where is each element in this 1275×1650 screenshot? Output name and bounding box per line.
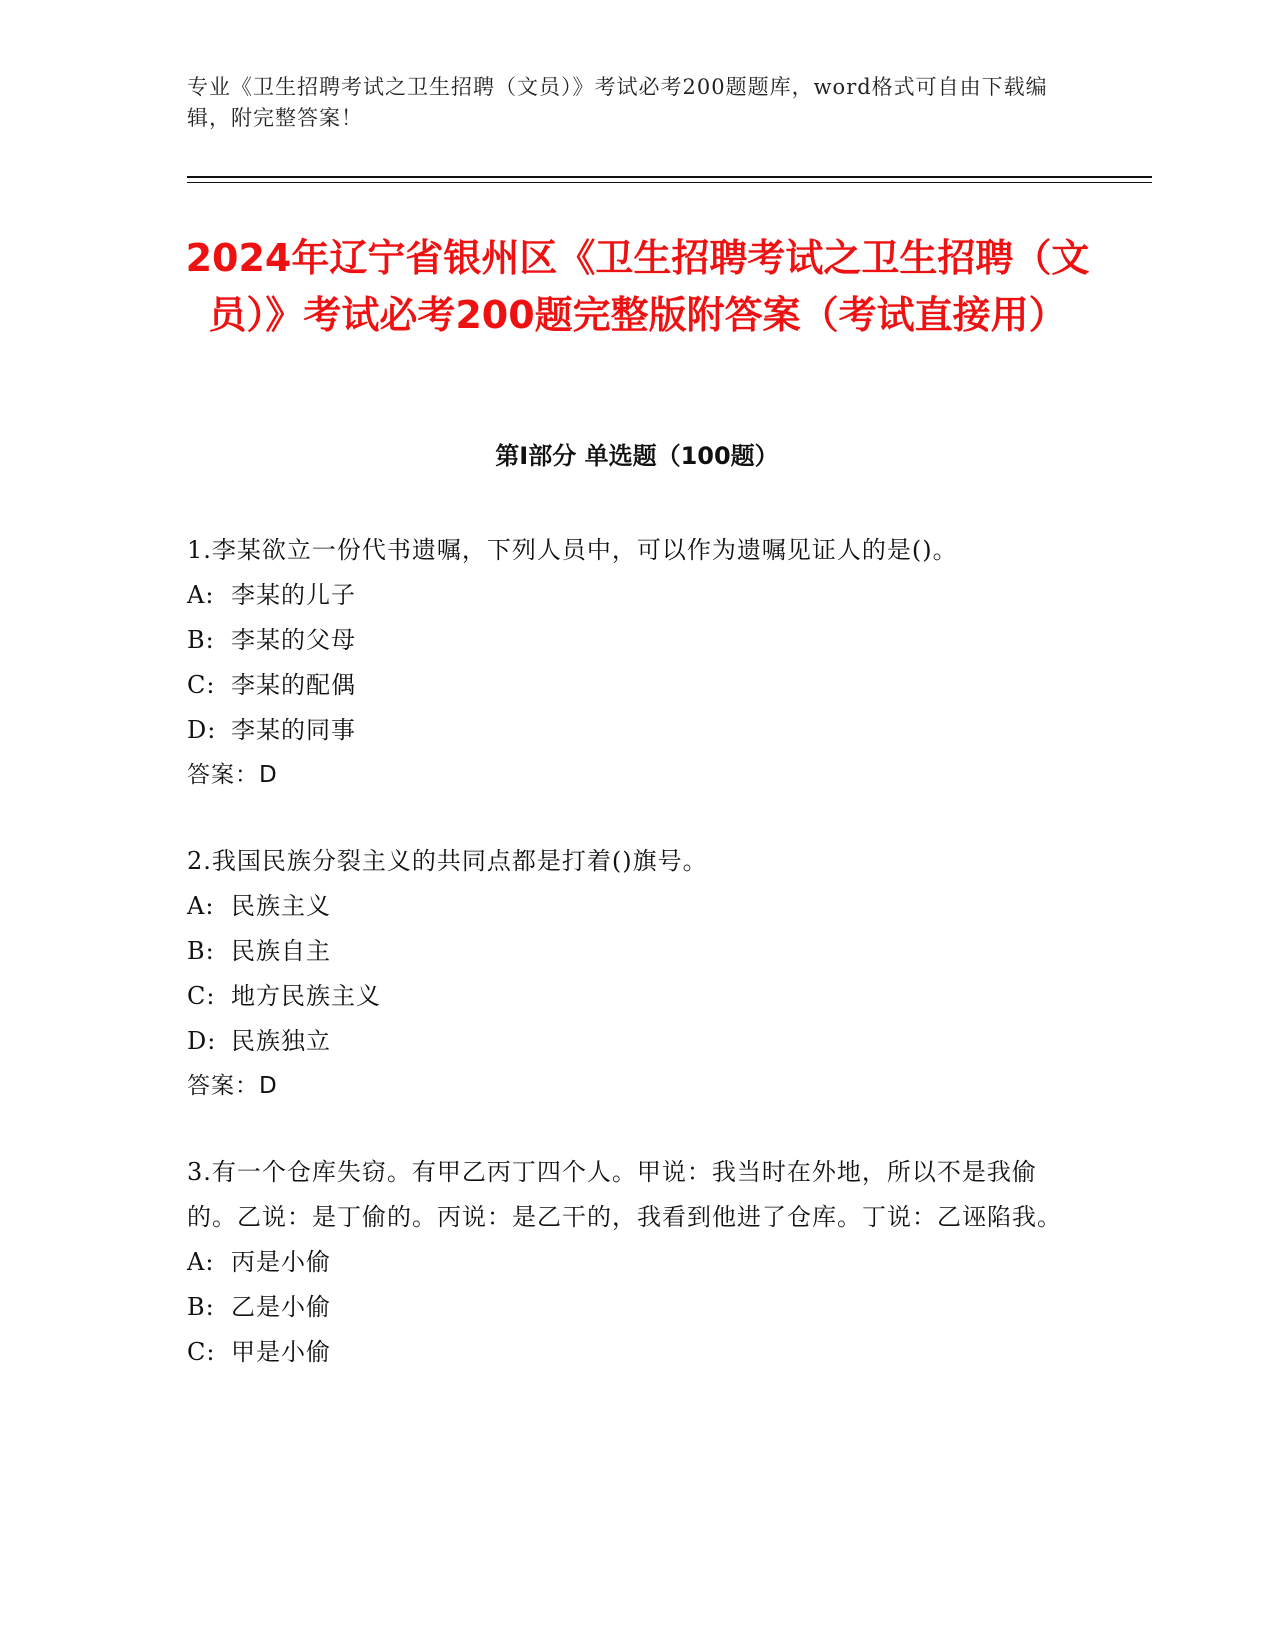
question-2 [187, 839, 1067, 1109]
option-text: 李某的父母 [231, 626, 356, 654]
option-a [187, 1240, 1067, 1285]
question-stem: 3.有一个仓库失窃。有甲乙丙丁四个人。甲说：我当时在外地，所以不是我偷的。乙说：是丁偷的。丙说：是乙干的，我看到他进了仓库。丁说：乙诬陷我。 [187, 1158, 1062, 1231]
option-text: 民族独立 [231, 1027, 331, 1055]
question-list [187, 528, 1067, 1416]
header-note: 专业《卫生招聘考试之卫生招聘（文员）》考试必考200题题库，word格式可自由下载编辑，附完整答案！ [187, 75, 1048, 130]
option-text: 甲是小偷 [231, 1338, 331, 1366]
option-a [187, 884, 1067, 929]
option-a [187, 573, 1067, 618]
option-key: A: [187, 581, 215, 609]
header-divider-thin [187, 182, 1152, 183]
option-key: B: [187, 937, 215, 965]
question-stem: 1.李某欲立一份代书遗嘱，下列人员中，可以作为遗嘱见证人的是()。 [187, 536, 958, 564]
document-title: 2024年辽宁省银州区《卫生招聘考试之卫生招聘（文员）》考试必考200题完整版附答案（考试直接用） [185, 236, 1090, 337]
option-key: D: [187, 1027, 217, 1055]
option-key: C: [187, 1338, 216, 1366]
option-key: C: [187, 982, 216, 1010]
header-divider-thick [187, 176, 1152, 178]
option-key: A: [187, 1248, 215, 1276]
option-text: 李某的儿子 [231, 581, 356, 609]
section-title: 第I部分 单选题（100题） [495, 442, 779, 470]
option-text: 地方民族主义 [231, 982, 381, 1010]
option-text: 李某的配偶 [231, 671, 356, 699]
option-c [187, 663, 1067, 708]
option-key: B: [187, 626, 215, 654]
option-text: 李某的同事 [231, 716, 356, 744]
option-c [187, 1330, 1067, 1375]
option-key: D: [187, 716, 217, 744]
option-text: 民族主义 [231, 892, 331, 920]
option-d [187, 1019, 1067, 1064]
option-d [187, 708, 1067, 753]
question-1 [187, 528, 1067, 798]
question-stem: 2.我国民族分裂主义的共同点都是打着()旗号。 [187, 847, 708, 875]
option-key: B: [187, 1293, 215, 1321]
option-key: A: [187, 892, 215, 920]
question-3 [187, 1150, 1067, 1375]
answer: 答案：D [187, 1073, 278, 1099]
option-text: 乙是小偷 [231, 1293, 331, 1321]
option-key: C: [187, 671, 216, 699]
option-b [187, 929, 1067, 974]
option-text: 民族自主 [231, 937, 331, 965]
option-text: 丙是小偷 [231, 1248, 331, 1276]
option-c [187, 974, 1067, 1019]
answer: 答案：D [187, 762, 278, 788]
option-b [187, 1285, 1067, 1330]
option-b [187, 618, 1067, 663]
